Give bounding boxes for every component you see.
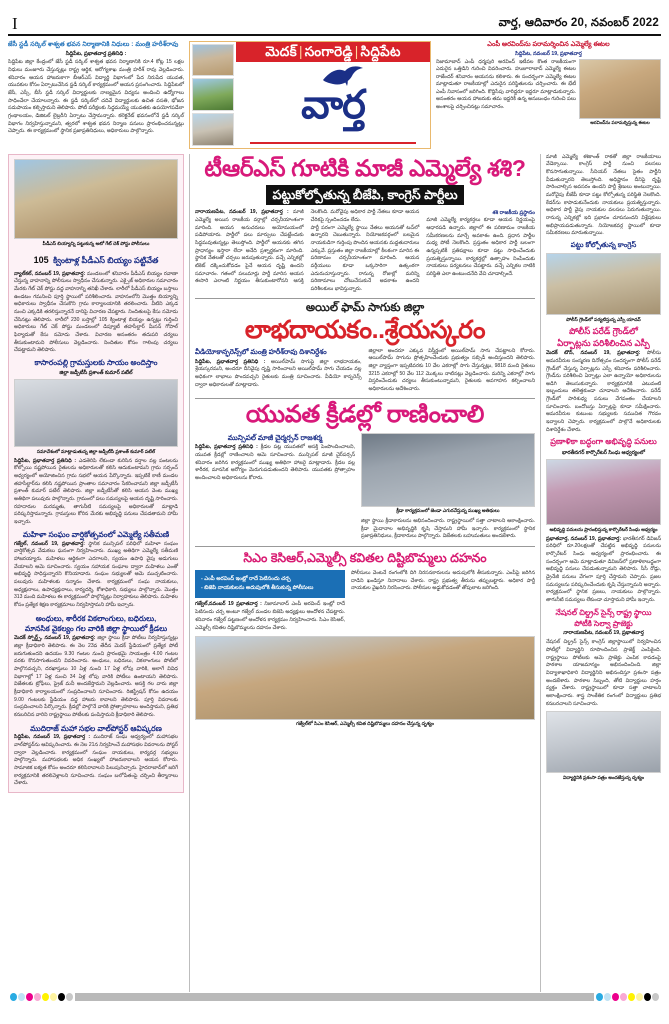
right-story4-body: నేషనల్ చిల్డ్రన్ సైన్స్ కాంగ్రెస్ జిల్లాస్థాయిలో నిర్వహించిన పోటీల్లో విద్యార్థిని రూపొందించిన ప్రాజెక్ట్ ఎంపికైంది. రాష్ట్రస్థాయి పోటీలకు ఆమె ప్రాజెక్టు ఎంపిక కావడంపై పాఠశాల యాజమాన్యం అభినందించింది. జిల్లా విద్యాశాఖాధికారి విద్యార్థినిని అభినందిస్తూ ప్రశంసా పత్రం అందజేశారు. పాఠశాల సిబ్బంది, తోటి విద్యార్థులు హర్షం వ్యక్తం చేశారు. రాష్ట్రస్థాయిలో కూడా సత్తా చాటాలని ఆకాంక్షించారు. శాస్త్ర సాంకేతిక రంగంలో విద్యార్థులు ప్రతిభ కనబరచాలని సూచించారు. <box>546 639 661 707</box>
effigy-byline: గజ్వేల్,నవంబర్ 19 ప్రభాతవార్త : <box>195 601 262 608</box>
reg-dot-cyan-left <box>10 993 17 1001</box>
reg-dot-magenta-left <box>26 993 33 1001</box>
oilpalm-col1-text: ఆయిల్‌పామ్ సాగుపై జిల్లా లాభదాయకం, శ్రేయస్కరమని, అందరూ దీనివైపు దృష్టి సారించాలని ఆయిల్‌పామ్ సాగు చేయడం వల్ల అధికంగా లాభాలు పొందవచ్చని రైతులకు మంత్రి సూచించారు. వీడియో కాన్ఫరెన్స్ ద్వారా అధికారులతో మాట్లాడారు. <box>195 358 362 388</box>
officials-meeting-photo <box>14 379 178 447</box>
story5-byline: సిద్దిపేట, నవంబర్ 19, ప్రభాతవార్త : <box>14 734 91 741</box>
masthead-underline <box>250 142 416 144</box>
story1-byline: న్యాల్‌కల్, నవంబర్ 19, ప్రభాతవార్త: <box>14 270 86 277</box>
page-dateline: వార్త, ఆదివారం 20, నవంబర్ 2022 <box>498 17 659 29</box>
masthead-wordmark: వార్త <box>301 82 365 127</box>
effigy-col-2: పోలీసులు వెంటనే రంగంలోకి దిగి నిరసనకారులను అదుపులోకి తీసుకున్నారు. ఎంపీపై జరిగిన దాడిని ఖండిస్తూ నినాదాలు చేశారు. రాష్ట్ర ప్రభుత్వ తీరును తప్పుబట్టారు. అధికార పార్టీ నాయకుల వైఖరిని నిరసించారు. పోలీసుల అడ్డుకోవడంతో తోపులాట జరిగింది. <box>351 570 535 592</box>
right-story1-body: మాజీ ఎమ్మెల్యే శశికాంత్ రాకతో జిల్లా రాజకీయాలు వేడెక్కాయి. కాంగ్రెస్ పార్టీ నుంచి వలసలు కొనసాగుతున్నాయి. సీనియర్ నేతలు సైతం పార్టీని వీడుతున్నారని తెలుస్తోంది. అధిష్టానం దీనిపై దృష్టి సారించాల్సిన అవసరం ఉందని పార్టీ శ్రేణులు అంటున్నాయి. మరోవైపు బీజేపీ కూడా పట్టు కోల్పోతున్న పరిస్థితి నెలకొంది. కేడర్‌ను కాపాడుకునేందుకు నాయకులు ప్రయత్నిస్తున్నారు. అధికార పార్టీ వైపు నాయకుల వలసలు పెరుగుతున్నాయి. రానున్న ఎన్నికల్లో ఇది ప్రభావం చూపనుందని విశ్లేషకులు అభిప్రాయపడుతున్నారు. నియోజకవర్గ స్థాయిలో కూడా సమీకరణలు మారుతున్నాయి. <box>546 153 661 237</box>
youthsports-headline: యువత క్రీడల్లో రాణించాలి <box>245 401 485 429</box>
teaser-body: సిద్దిపేట జిల్లా కేంద్రంలో జేసీ స్టడీ సర్కిల్ శాశ్వత భవన నిర్మాణానికి రూ.4 కోట్ల 15 లక్షల నిధులు మంజూరు చేస్తున్నట్లు రాష్ట్ర ఆర్థిక, ఆరోగ్యశాఖ మంత్రి హరీశ్ రావు వెల్లడించారు. శనివారం ఆయన హాజరుకాగా బీఆర్‌ఎస్ విద్యార్థి విభాగంలో పేద నిరుపేద యువత, యువకుల కోసం ఏర్పాటుచేసిన స్టడీ సర్కిల్ కార్యక్రమంలో ఆయన ప్రసంగించారు. సిద్దిపేటలో జేసీ, ఎస్సీ, బీసీ స్టడీ సర్కిల్ విద్యార్థులకు నాణ్యమైన విద్యను అందించి ఉద్యోగాలు సాధించేలా చేయాలన్నారు. ఈ స్టడీ సర్కిల్‌లో చదివే విద్యార్థులకు ఉచిత వసతి, భోజన సదుపాయం కల్పిస్తామని తెలిపారు. పోటీ పరీక్షలకు సిద్ధమయ్యే యువతకు ఉపయోగపడేలా గ్రంథాలయం, డిజిటల్ లైబ్రరీని ఏర్పాటు చేస్తామన్నారు. కలెక్టరేట్ భవనంలోనే స్టడీ సర్కిల్ విభాగం నిర్వహిస్తున్నామని, త్వరలో శాశ్వత భవన నిర్మాణ పనులు ప్రారంభించనున్నట్లు చెప్పారు. ఈ కార్యక్రమంలో స్థానిక ప్రజాప్రతినిధులు, అధికారులు పాల్గొన్నారు. <box>8 59 184 135</box>
story2-body: ఎడతెరిపి లేకుండా కురిసిన వర్షాల వల్ల పంటలను కోల్పోయి నష్టపోయిన రైతులను అధికారులతో కలిసి ఆదుకుంటామని గ్రామ సర్పంచ్ ఆధ్వర్యంలో ఆయోజించిన గ్రామ సభలో ఆయన పేర్కొన్నారు. ఇప్పటికే కాణీ మండల తహసీల్దార్‌ను కలిసి నష్టపోయిన ప్రాంతాల సమాచారం సేకరించామని జిల్లా జడ్పీటీసీ ప్రశాంత్ కుమార్ పటేల్ తెలిపారు. జిల్లా జడ్పీటీసీతో కలిసి ఆయన వెంట ముఖ్య అతిథిగా పలువురు పాల్గొన్నారు. గ్రామంలో పలు సమస్యలపై ఆయన దృష్టి సారించారు. రహదారుల మరమ్మతు, తాగునీటి సమస్యలపై అధికారులతో మాట్లాడి పరిష్కరిస్తామన్నారు. గ్రామస్తులు కోరిన మేరకు అభివృద్ధి పనులు చేపడతామని హామీ ఇచ్చారు. <box>14 457 178 526</box>
column-divider-right <box>540 154 541 992</box>
story4-headline-line2: మానసిక వైకల్యం గల వారికి జిల్లా స్థాయిలో క్రీడలు <box>24 624 168 634</box>
effigy-col-1 <box>195 601 345 632</box>
right-story2-body: పోలీసు అమరవీరుల సంస్మరణ దినోత్సవం సందర్భంగా పోలీస్ పరేడ్ గ్రౌండ్‌లో చేస్తున్న ఏర్పాట్లను ఎస్పీ శనివారం పరిశీలించారు. గ్రౌండ్‌ను పరిశీలించి ఏర్పాట్లు ఎలా ఉన్నాయో అధికారులను అడిగి తెలుసుకున్నారు. కార్యక్రమానికి ఎటువంటి ఇబ్బందులు తలెత్తకుండా చూడాలని ఆదేశించారు. పరేడ్ గ్రౌండ్‌లో పారిశుధ్య పనులు వేగవంతం చేయాలని సూచించారు. బందోబస్తు ఏర్పాట్లపై కూడా సమీక్షించారు. అమరవీరుల కుటుంబ సభ్యులకు సముచిత గౌరవం ఇవ్వాలని చెప్పారు. కార్యక్రమంలో పాల్గొనే అధికారులకు దిశానిర్దేశం చేశారు. <box>546 350 661 433</box>
police-parade-photo-caption: పోలీస్ గ్రౌండ్‌లో పర్యటిస్తున్న ఎస్పీ యాదవ్ <box>566 316 641 322</box>
right-column <box>546 154 661 992</box>
story1-headline: క్వింటాళ్ల పీడీఎస్ బియ్యం పట్టివేత <box>53 256 159 266</box>
dove-icon <box>319 64 365 90</box>
lead-story-divider <box>195 298 535 299</box>
temple-photo <box>192 44 234 77</box>
story4-headline-line1: అంధులు, శారీరక వికలాంగులు, బధిరులు, <box>35 613 157 623</box>
police-parade-photo <box>546 253 661 315</box>
story2-headline: కాసారంపల్లి గ్రామస్తులకు సాయం అందిస్తాం <box>34 357 158 367</box>
story1-body: మండలంలో శనివారం పీడీఎస్ బియ్యం రవాణా చేస్తున్న వాహనాన్ని పోలీసులు స్వాధీనం చేసుకున్నారు. ఎక్సైజ్ అధికారుల సమాచారం మేరకు గేట్ చెక్ పోస్టు వద్ద వాహనాన్ని తనిఖీ చేశారు. లారీలో పీడీఎస్ బియ్యం బస్తాలు ఉండటం గమనించి పూర్తి స్థాయిలో పరిశీలించారు. వాహనంలోని మొత్తం బియ్యాన్ని అధికారులు స్వాధీనం చేసుకొని గ్రామ కార్యాలయానికి తరలించారు. వీటిని ఎక్కడ నుంచి ఎక్కడికి తరలిస్తున్నారనే దానిపై విచారణ చేపట్టారు. నిందితులపై కేసు నమోదు చేసినట్లు తెలిపారు. లారీలో 230 బస్తాల్లో 105 క్వింటాళ్ల బియ్యం ఉన్నట్లు గుర్తించి అధికారులు గేట్ చెక్ పోస్టు మండలంలో డిప్యూటీ తహసీల్దార్ మీనన్ గోపాల్ ఫిర్యాదుతో కేసు నమోదు చేశారు. విచారణ అనంతరం తదుపరి చర్యలు తీసుకుంటామని పోలీసులు వెల్లడించారు. నిందితుల కోసం గాలింపు చర్యలు చేపట్టామని తెలిపారు. <box>14 270 179 354</box>
lead-col2-text: పార్టీ పరంగా ఎమ్మెల్యే స్థాయి నేతలు ఆయనతో టచ్‌లో ఉన్నారని చెబుతున్నారు. నియోజకవర్గంలో బలమైన నాయకుడిగా గుర్తింపు పొందిన ఆయనకు మద్దతుదారులు ఎక్కువే. ప్రస్తుతం జిల్లా రాజకీయాల్లో కీలకంగా మారిన ఈ పరిణామం చర్చనీయాంశంగా మారింది. ఆయన వర్గీయులు కూడా ఒక్కసారిగా ఉత్కంఠగా ఎదురుచూస్తున్నారు. రానున్న రోజుల్లో మరిన్ని పరిణామాలు చోటుచేసుకునే అవకాశం ఉందని పరిశీలకులు భావిస్తున్నారు. <box>310 224 420 292</box>
reg-dot-magenta-right <box>612 993 619 1001</box>
masthead-teaser-story <box>8 41 184 149</box>
oilpalm-headline: లాభదాయకం..శ్రేయస్కరం <box>244 316 486 345</box>
youthsports-col-1 <box>195 444 355 482</box>
mp-visit-photo-caption: అరవింద్‌ను పరామర్శిస్తున్న ఈటల <box>590 119 650 125</box>
story5-body: ముదిరాజ్ సంఘ ఆధ్వర్యంలో మహాసభల వాల్‌పోస్టర్‌ను ఆవిష్కరించారు. ఈ నెల 21న నిర్వహించే మహాసభల వివరాలను పోస్టర్ ద్వారా వెల్లడించారు. కార్యక్రమంలో సంఘం నాయకులు, కార్యవర్గ సభ్యులు పాల్గొన్నారు. మహాసభలకు అధిక సంఖ్యలో హాజరుకావాలని ఆయన కోరారు. సామాజిక ఐక్యత కోసం అందరూ కలిసిరావాలని పిలుపునిచ్చారు. హైదరాబాద్‌లో జరిగే కార్యక్రమానికి తరలివెళ్లాలని సూచించారు. సంఘం బలోపేతంపై చర్చించి తీర్మానాలు చేశారు. <box>14 734 178 787</box>
right-story4-headline-line2: పోటీకి సెల్వా ప్రాజెక్టు <box>574 618 633 628</box>
sports-stage-photo-caption: క్రీడా కార్యక్రమంలో జెండా ఎగురవేస్తున్న ముఖ్య అతిథులు <box>396 508 500 514</box>
lead-col-3: మాజీ ఎమ్మెల్యే కార్యకర్తలు కూడా ఆయన నిర్ణయంపై ఆధారపడి ఉన్నారు. జిల్లాలో ఈ పరిణామం రాజకీయ సమీకరణలను మార్చే అవకాశం ఉంది. ప్రధాన పార్టీల మధ్య పోటీ నెలకొంది. ప్రస్తుతం అధికార పార్టీ బలంగా ఉన్నప్పటికీ ప్రతిపక్షాలు కూడా పట్టు సాధించేందుకు ప్రయత్నిస్తున్నాయి. కార్యకర్తల్లో ఉత్సాహం నింపేందుకు నాయకులు పర్యటనలు చేపట్టారు. వచ్చే ఎన్నికల నాటికి పరిస్థితి ఎలా ఉంటుందనేది వేచి చూడాల్సిందే. <box>426 217 535 277</box>
oilpalm-subhead: వీడియోకాన్ఫరెన్స్‌లో మంత్రి హరీశ్‌రావు దిశానిర్దేశం <box>195 348 327 356</box>
edition-sangareddy: సంగారెడ్డి <box>304 43 353 59</box>
edition-siddipet: సిద్దిపేట <box>360 43 401 59</box>
page-topbar <box>8 10 661 32</box>
reg-dot-black-left <box>58 993 65 1001</box>
page-folio: I <box>12 14 18 33</box>
reg-dot-black-right <box>644 993 651 1001</box>
seizure-quantity: 105 <box>33 255 49 266</box>
story2-text <box>14 458 178 527</box>
story5-text <box>14 734 178 788</box>
lead-reverse-bar: పట్టుకోల్పోతున్న బీజేపి, కాంగ్రెస్ పార్టీలు <box>266 185 463 205</box>
registration-bar <box>75 993 594 1001</box>
right-story2-byline: మెదక్ టౌన్, నవంబర్ 19, ప్రభాతవార్త: <box>546 350 641 357</box>
effigy-protest-photo-caption: గజ్వేల్‌లో సిఎం కెసిఆర్, ఎమ్మెల్సీ కవిత దిష్టిబొమ్మలు దహనం చేస్తున్న దృశ్యం <box>296 722 434 728</box>
oilpalm-byline: సిద్దిపేట, ప్రభాతవార్త ప్రతినిధి : <box>195 358 266 365</box>
right-story3-subhead: భారతీనగర్ కార్పొరేటర్ సింధు ఆధ్వర్యంలో <box>561 449 646 456</box>
story2-subhead: జిల్లా జడ్పీటీసీ ప్రశాంత్ కుమార్ పటేల్ <box>59 369 133 376</box>
reg-dot-yellow-light-right <box>636 993 643 1001</box>
left-column-box <box>8 154 184 793</box>
award-ceremony-photo-caption: విద్యార్థినికి ప్రశంసా పత్రం అందజేస్తున్న దృశ్యం <box>562 775 645 781</box>
right-story2-headline-line2: ఏర్పాట్లను పరిశీలించిన ఎస్పీ <box>557 337 650 348</box>
reg-dot-gray-left <box>66 993 73 1001</box>
clocktower-photo <box>192 113 234 146</box>
oilpalm-story-divider <box>195 398 535 399</box>
oilpalm-col-2: జిల్లాలా అందరూ ఎక్కువ విస్తీర్ణంలో ఆయిల్‌పామ్ సాగు చేపట్టాలని కోరారు. ఆయిల్‌పామ్ సాగును ప్రోత్సహించేందుకు ప్రభుత్వం సబ్సిడీ అందిస్తుందని తెలిపారు. జిల్లా వ్యాప్తంగా ఇప్పటివరకు 10 వేల ఎకరాల్లో సాగు చేస్తున్నట్లు, 9818 మంది రైతులు 3215 ఎకరాల్లో 50 వేల 112 మొక్కలు నాటినట్లు వెల్లడించారు. మరిన్ని ఎకరాల్లో సాగు విస్తరించేందుకు చర్యలు తీసుకుంటున్నామని, రైతులకు అవగాహన కల్పించాలని అధికారులను ఆదేశించారు. <box>368 347 535 392</box>
reg-dot-yellow-light-left <box>50 993 57 1001</box>
youthsports-subhead: మున్సిపల్ మాజీ చైర్మర్సన్ రాజశర్మ <box>227 432 323 442</box>
print-registration-footer <box>8 991 661 1002</box>
story3-headline: మహిళా సంఘం వార్షికోత్సవంలో ఎమ్మెల్యే సతీమణి <box>22 529 170 539</box>
effigy-bullet-1: - ఎంపీ అరవింద్ ఇంట్లో రాదే పెటిసందు చర్చ <box>201 576 291 583</box>
story2-byline: సిద్దిపేట, ప్రభాతవార్త ప్రతినిధి : <box>14 457 77 464</box>
youthsports-col1-text: క్రీడల పట్ల యువతలో ఆసక్తి పెంపొందించాలని, యువత క్రీడల్లో రాణించాలని ఆమె సూచించారు. మున్సిపల్ మాజీ చైర్‌పర్సన్ శనివారం జరిగిన కార్యక్రమంలో ముఖ్య అతిథిగా హాజరై మాట్లాడారు. క్రీడల వల్ల శారీరక, మానసిక ఆరోగ్యం మెరుగుపడుతుందని తెలిపారు. యువతకు ప్రోత్సాహం అందించాలని అధికారులను కోరారు. <box>195 444 355 481</box>
teaser-byline: సిద్దిపేట, ప్రభాతవార్త ప్రతినిధి : <box>65 51 127 58</box>
youthsports-col-2: జిల్లా స్థాయి క్రీడాకారులను అభినందించారు. రాష్ట్రస్థాయిలో సత్తా చాటాలని ఆకాంక్షించారు. క్రీడా మైదానాల అభివృద్ధికి కృషి చేస్తామని హామీ ఇచ్చారు. కార్యక్రమంలో స్థానిక ప్రజాప్రతినిధులు, క్రీడాకారులు పాల్గొన్నారు. విజేతలకు బహుమతులు అందజేశారు. <box>361 517 535 540</box>
teaser-headline: జేసీ స్టడీ సర్కిల్ శాశ్వత భవన నిర్మాణానికి నిధులు : మంత్రి హరీశ్‌రావు <box>8 40 179 48</box>
lead-story-columns <box>195 209 535 293</box>
reg-dot-yellow-left <box>42 993 49 1001</box>
lead-reverse-bar-wrap <box>195 185 535 205</box>
story3-text <box>14 541 178 610</box>
story1-text <box>14 271 178 355</box>
mp-visit-photo <box>579 59 661 119</box>
side-story-headline: ఎంపీ అరవింద్‌ను పరామర్శించిన ఎమ్మెల్యే ఈటల <box>487 40 610 48</box>
reg-dot-yellow-right <box>628 993 635 1001</box>
right-story4-headline-line1: నేషనల్ చిల్డ్రన్ సైన్స్ రాష్ట్ర స్థాయి <box>555 607 652 617</box>
masthead-row <box>8 41 661 149</box>
reg-dot-cyan-light-left <box>18 993 25 1001</box>
right-story2-headline-line1: పోలీస్ పరేడ్ గ్రౌండ్‌లో <box>569 325 638 336</box>
youthsports-byline: సిద్దిపేట, ప్రభాతవార్త ప్రతినిధి : <box>195 444 258 451</box>
effigy-bullet-2: - బిజెపి నాయకులను అదుపులోకి తీసుకున్న పోలీసులు <box>201 585 314 592</box>
right-story1-subhead: పట్టు కోల్పోతున్న కాంగ్రెస్ <box>570 241 637 249</box>
right-story3-headline: ప్రణాళికా బద్ధంగా అభివృద్ధి పనులు <box>550 437 657 447</box>
reg-dot-magenta-light-left <box>34 993 41 1001</box>
main-content-grid <box>8 154 661 992</box>
edition-medak: మెదక్ <box>265 43 297 59</box>
reg-dot-cyan-right <box>596 993 603 1001</box>
story3-body: స్థానిక మున్సిపల్ పరిధిలో మహిళా సంఘం వార్షికోత్సవ వేడుకలు ఘనంగా నిర్వహించారు. ముఖ్య అతిథిగా ఎమ్మెల్యే సతీమణి హాజరయ్యారు. మహిళలు ఆర్థికంగా ఎదగాలని, స్వయం ఉపాధి వైపు అడుగులు వేయాలని ఆమె సూచించారు. స్వయం సహాయక సంఘాల ద్వారా మహిళలు ఎంతో అభివృద్ధి సాధిస్తున్నారని కొనియాడారు. సంఘం సభ్యులతో ఆమె ముచ్చటించారు. పలువురు మహిళలకు సన్మానం చేశారు. కార్యక్రమంలో సంఘ నాయకులు, అధ్యక్షురాలు, ఉపాధ్యక్షురాలు, కార్యదర్శి, కోశాధికారి, సభ్యులు పాల్గొన్నారు. మొత్తం 313 మంది మహిళలు ఈ కార్యక్రమంలో పాల్గొన్నట్లు నిర్వాహకులు తెలిపారు. మహిళల కోసం ప్రత్యేక శిక్షణ కార్యక్రమాలు నిర్వహిస్తామని హామీ ఇచ్చారు. <box>14 540 178 608</box>
right-story4-byline: నారాయణపేట, నవంబర్ 19, ప్రభాతవార్త <box>563 630 644 637</box>
column-divider-left <box>189 154 190 992</box>
effigy-bullet-box <box>195 570 345 598</box>
park-photo <box>192 78 234 111</box>
masthead-photo-strip <box>190 42 236 148</box>
story4-byline: మెదక్ స్పోర్ట్స్, నవంబర్ 19, ప్రభాతవార్త: <box>14 635 96 642</box>
reg-dot-magenta-light-right <box>620 993 627 1001</box>
registration-dots-right <box>594 993 661 1001</box>
reg-dot-cyan-light-right <box>604 993 611 1001</box>
development-works-photo-caption: అభివృద్ధి పనులను ప్రారంభిస్తున్న కార్పొరేటర్ సింధు ఆధ్వర్యం <box>549 526 658 532</box>
lead-headline: టీఆర్‌ఎస్ గూటికి మాజీ ఎమ్మెల్యే శశి? <box>204 154 526 181</box>
edition-separator-1: | <box>298 43 303 59</box>
registration-dots-left <box>8 993 75 1001</box>
left-column <box>8 154 184 992</box>
effigy-protest-photo <box>195 636 535 720</box>
header-divider <box>8 34 661 36</box>
side-story-byline: సిద్దిపేట, నవంబర్ 19, ప్రభాతవార్త <box>515 50 582 57</box>
lead-signoff: శశి రాజకీయ ప్రస్థానం <box>492 210 535 217</box>
youthsports-story-divider <box>195 546 535 547</box>
oilpalm-kicker: అయిల్ ఫామ్ సాగుకు జిల్లా <box>305 302 425 315</box>
masthead-side-story <box>436 41 661 149</box>
police-seizure-photo <box>14 159 178 239</box>
right-story3-text <box>546 536 661 605</box>
lead-col1-text: మాజీ ఎమ్మెల్యే అయిన రాజకీయ వర్గాల్లో చర్చనీయాంశంగా మారింది. ఆయన అనుచరులు అయోమయంలో పడిపోయారు. పార్టీలో పలు మార్పులు చేపట్టేందుకు సిద్ధమవుతున్నట్లు తెలుస్తోంది. పార్టీలో ఆయనకు తగిన ప్రాధాన్యం ఇస్తారా లేదా అనేది ప్రశ్నార్థకంగా మారింది. స్థానిక నేతలతో చర్చలు జరుపుతున్నారు. వచ్చే ఎన్నికల్లో టికెట్ దక్కించుకోవడం పైనే ఆయన దృష్టి ఉందని సమాచారం. గతంలో పలుమార్లు పార్టీ మారిన ఆయన ఈసారి ఎలాంటి నిర్ణయం తీసుకుంటారోనని ఆసక్తి నెలకొంది. మరోవైపు అధికార పార్టీ నేతలు కూడా ఆయన చేరికపై స్పందించడం లేదు. <box>195 209 420 285</box>
masthead-logo-area <box>236 42 430 148</box>
award-ceremony-photo <box>546 711 661 773</box>
edition-banner <box>236 42 430 63</box>
edition-separator-2: | <box>354 43 359 59</box>
reg-dot-gray-right <box>652 993 659 1001</box>
right-story3-body: భారతీనగర్ డివిజన్ పరిధిలో రూ.20లక్షలతో చేపట్టిన అభివృద్ధి పనులను కార్పొరేటర్ సింధు ఆధ్వర్యంలో ప్రారంభించారు. ఈ సందర్భంగా ఆమె మాట్లాడుతూ డివిజన్‌లో ప్రణాళికాబద్ధంగా అభివృద్ధి పనులు చేపడుతున్నామని తెలిపారు. సీసీ రోడ్లు, డ్రైనేజీ పనులు వేగంగా పూర్తి చేస్తామని చెప్పారు. ప్రజల సమస్యలను పరిష్కరించేందుకు కృషి చేస్తున్నామని అన్నారు. కార్యక్రమంలో స్థానిక ప్రజలు, నాయకులు పాల్గొన్నారు. తాగునీటి సమస్యలు లేకుండా చూస్తామని హామీ ఇచ్చారు. <box>546 535 661 604</box>
effigy-col1-text: నిజామాబాద్ ఎంపీ అరవింద్ ఇంట్లో రాదే పెటిసందు చర్చ అంటూ గజ్వేల్ మండల బిజెపి అధ్యక్షులు ఆందోళన చేపట్టారు. శనివారం గజ్వేల్ పట్టణంలో ఆందోళన కార్యక్రమం నిర్వహించారు. సిఎం కెసిఆర్, ఎమ్మెల్సీ కవితల దిష్టిబొమ్మలను దహనం చేశారు. <box>195 601 345 631</box>
oilpalm-col-1 <box>195 359 362 390</box>
side-story-body: నిజామాబాద్ ఎంపీ ధర్మపురి అరవింద్ ఇటీవల కొంత రాజకీయంగా ఎదురైన ఒత్తిడిని గురించి వివరించారు. హుజూరాబాద్ ఎమ్మెల్యే ఈటల రాజేందర్ శనివారం ఆయనను కలిశారు. ఈ సందర్భంగా ఎమ్మెల్యే ఈటల మాట్లాడుతూ రాజకీయాల్లో ఎదురైన పరిస్థితులను చర్చించారు. ఈ భేటీ ఎంపీ నివాసంలో జరిగింది. కొద్దిసేపు వారిద్దరూ ఇద్దరూ మాట్లాడుకున్నారు. అనంతరం ఆయన హాజరుకు తమ ఇద్దరికీ ఉన్న అనుబంధం గురించి పలు అంశాలపై చర్చించినట్లు సమాచారం. <box>436 58 576 110</box>
story5-headline: ముదిరాజ్ మహా సభల వాల్‌పోస్టర్ ఆవిష్కరణ <box>30 723 162 733</box>
masthead-wordmark-area <box>236 62 430 142</box>
police-seizure-photo-caption: పీడీఎస్ బియ్యాన్ని పట్టుకున్న అటో గేట్ చెక్ పోస్టు పోలీసులు <box>42 240 150 246</box>
story3-byline: గజ్వేల్, నవంబర్ 19, ప్రభాతవార్త: <box>14 540 85 547</box>
center-column <box>195 154 535 992</box>
effigy-headline: సిఎం కెసిఆర్,ఎమ్మెల్సీ కవితల దిష్టిబొమ్మలు దహనం <box>243 550 487 565</box>
story4-text <box>14 635 178 719</box>
masthead-logo-block <box>189 41 431 149</box>
development-works-photo <box>546 459 661 525</box>
right-story2-text <box>546 350 661 434</box>
sports-stage-photo <box>361 433 535 507</box>
right-story3-byline: ప్రభాతవార్త, నవంబర్ 19, ప్రభాతవార్త: <box>546 535 622 542</box>
officials-meeting-photo-caption: సమావేశంలో మాట్లాడుతున్న జిల్లా జడ్పీటీసీ ప్రశాంత్ కుమార్ పటేల్ <box>36 448 156 454</box>
story4-body: జిల్లా స్థాయి క్రీడా పోటీలు నిర్వహిస్తున్నట్లు జిల్లా క్రీడాధికారి తెలిపారు. ఈ నెల 23వ తేదీన మెదక్ స్టేడియంలో ప్రత్యేక పోటీ జరుగుతుందని ఉదయం 9.30 గంటల నుంచి ప్రారంభమై సాయంత్రం 4.00 గంటల వరకు కొనసాగుతుందని వివరించారు. అంధులు, బధిరులు, వికలాంగులు పోటీలో పాల్గొనవచ్చని, దరఖాస్తులు 10 ఏళ్ల నుంచి 17 ఏళ్ల లోపు వారికి, అలాగే వివిధ విభాగాల్లో 17 ఏళ్ల నుంచి 34 ఏళ్ల లోపు వారికి పోటీలు ఉంటాయని తెలిపారు. విజేతలకు ట్రోఫీలు, ప్రైజ్ మనీ అందజేస్తామని వెల్లడించారు. ఆసక్తి గల వారు జిల్లా క్రీడాధికారి కార్యాలయంలో సంప్రదించాలని సూచించారు. రిజిస్ట్రేషన్ కోసం ఉదయం 9.00 గంటలకు స్టేడియం వద్ద హాజరు కావాలని తెలిపారు. పూర్తి వివరాలకు సంప్రదించాలని పేర్కొన్నారు. క్రీడల్లో పాల్గొనే వారికి ప్రోత్సాహకాలు అందిస్తామని, ప్రతిభ కనబరిచిన వారిని రాష్ట్రస్థాయి పోటీలకు పంపిస్తామని క్రీడాధికారి తెలిపారు. <box>14 635 178 718</box>
lead-byline: నారాయణపేట, నవంబర్ 19, ప్రభాతవార్త : <box>195 209 289 216</box>
